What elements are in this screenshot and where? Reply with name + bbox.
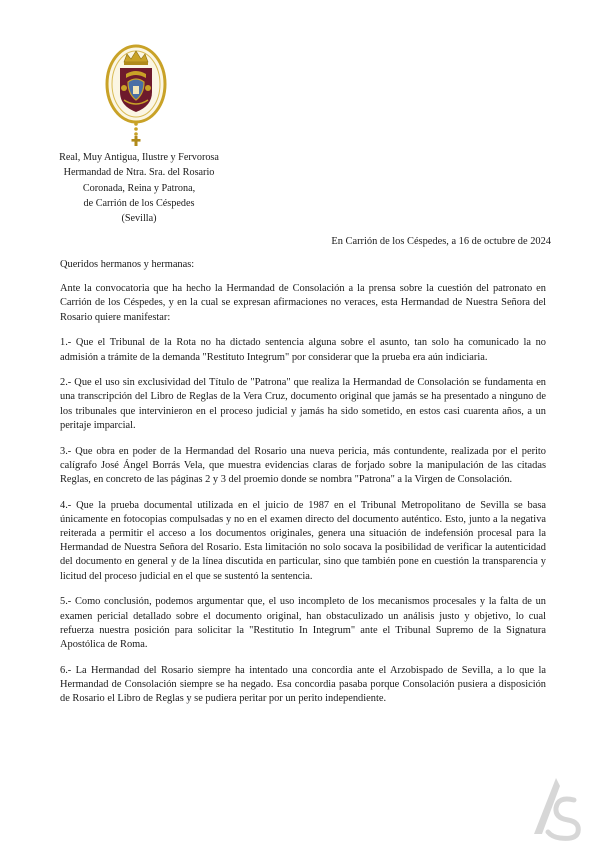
org-line: Real, Muy Antigua, Ilustre y Fervorosa — [59, 152, 219, 163]
watermark-logo-icon — [522, 772, 594, 844]
brotherhood-crest-icon — [104, 42, 168, 146]
greeting: Queridos hermanos y hermanas: — [60, 259, 195, 270]
organization-name-block — [34, 150, 244, 226]
point-3-paragraph: 3.- Que obra en poder de la Hermandad del Rosario una nueva pericia, más contundente, realizada por el perito calígrafo José Ángel Borrás Vela, que muestra evidencias claras de forjado sobre la manipulación de las citadas Reglas, en concreto de las páginas 2 y 3 del proemio donde se nombra "Patrona" a la Virgen de Consolación. — [60, 445, 546, 485]
point-6-paragraph: 6.- La Hermandad del Rosario siempre ha intentado una concordia ante el Arzobispado de Sevilla, a lo que la Hermandad de Consolación siempre se ha negado. Esa concordia pasaba porque Consolación pusiera a disposición de Rosario el Libro de Reglas y se pudiera peritar por un perito independiente. — [60, 664, 546, 705]
point-2-paragraph: 2.- Que el uso sin exclusividad del Título de "Patrona" que realiza la Hermandad de Consolación se fundamenta en una transcripción del Libro de Reglas de la Vera Cruz, documento original que jamás se ha presentado a ninguno de los tribunales que intervinieron en el proceso judicial y jamás ha sido sometido, en estos casi cuarenta años, a un peritaje imparcial. — [60, 377, 546, 431]
org-line: Hermandad de Ntra. Sra. del Rosario — [63, 167, 215, 179]
date-line: En Carrión de los Céspedes, a 16 de octubre de 2024 — [331, 236, 551, 247]
org-line: (Sevilla) — [121, 213, 157, 225]
point-1-paragraph: 1.- Que el Tribunal de la Rota no ha dictado sentencia alguna sobre el asunto, tan solo ha comunicado la no admisión a trámite de la demanda "Restituto Integrum" por considerar que la prueba era aún indiciaria. — [60, 337, 546, 363]
point-5-paragraph: 5.- Como conclusión, podemos argumentar que, el uso incompleto de los mecanismos procesales y la falta de un examen pericial detallado sobre el documento original, han obstaculizado un análisis justo y objetivo, lo cual refuerza nuestra posición para solicitar la "Restitutio In Integrum" ante el Tribunal Supremo de la Signatura Apostólica de Roma. — [60, 596, 546, 650]
intro-paragraph: Ante la convocatoria que ha hecho la Hermandad de Consolación a la prensa sobre la cuestión del patronato en Carrión de los Céspedes, y en la cual se expresan afirmaciones no veraces, esta Hermandad de Nuestra Señora del Rosario quiere manifestar: — [60, 283, 546, 323]
point-4-paragraph: 4.- Que la prueba documental utilizada en el juicio de 1987 en el Tribunal Metropolitano de Sevilla se basa únicamente en fotocopias compulsadas y no en el examen directo del documento auténtico. Esto, junto a la negativa reiterada a permitir el acceso a los documentos originales, genera una situación de indefensión procesal para la Hermandad de Nuestra Señora del Rosario. Esta limitación no solo socava la posibilidad de verificar la autenticidad del documento en general y de la línea discutida en particular, sino que también pone en cuestión la transparencia y licitud del proceso judicial en el que se sustentó la sentencia. — [60, 499, 546, 582]
org-line: Coronada, Reina y Patrona, — [82, 182, 196, 194]
org-line: de Carrión de los Céspedes — [83, 197, 195, 209]
letter-body — [60, 258, 546, 718]
